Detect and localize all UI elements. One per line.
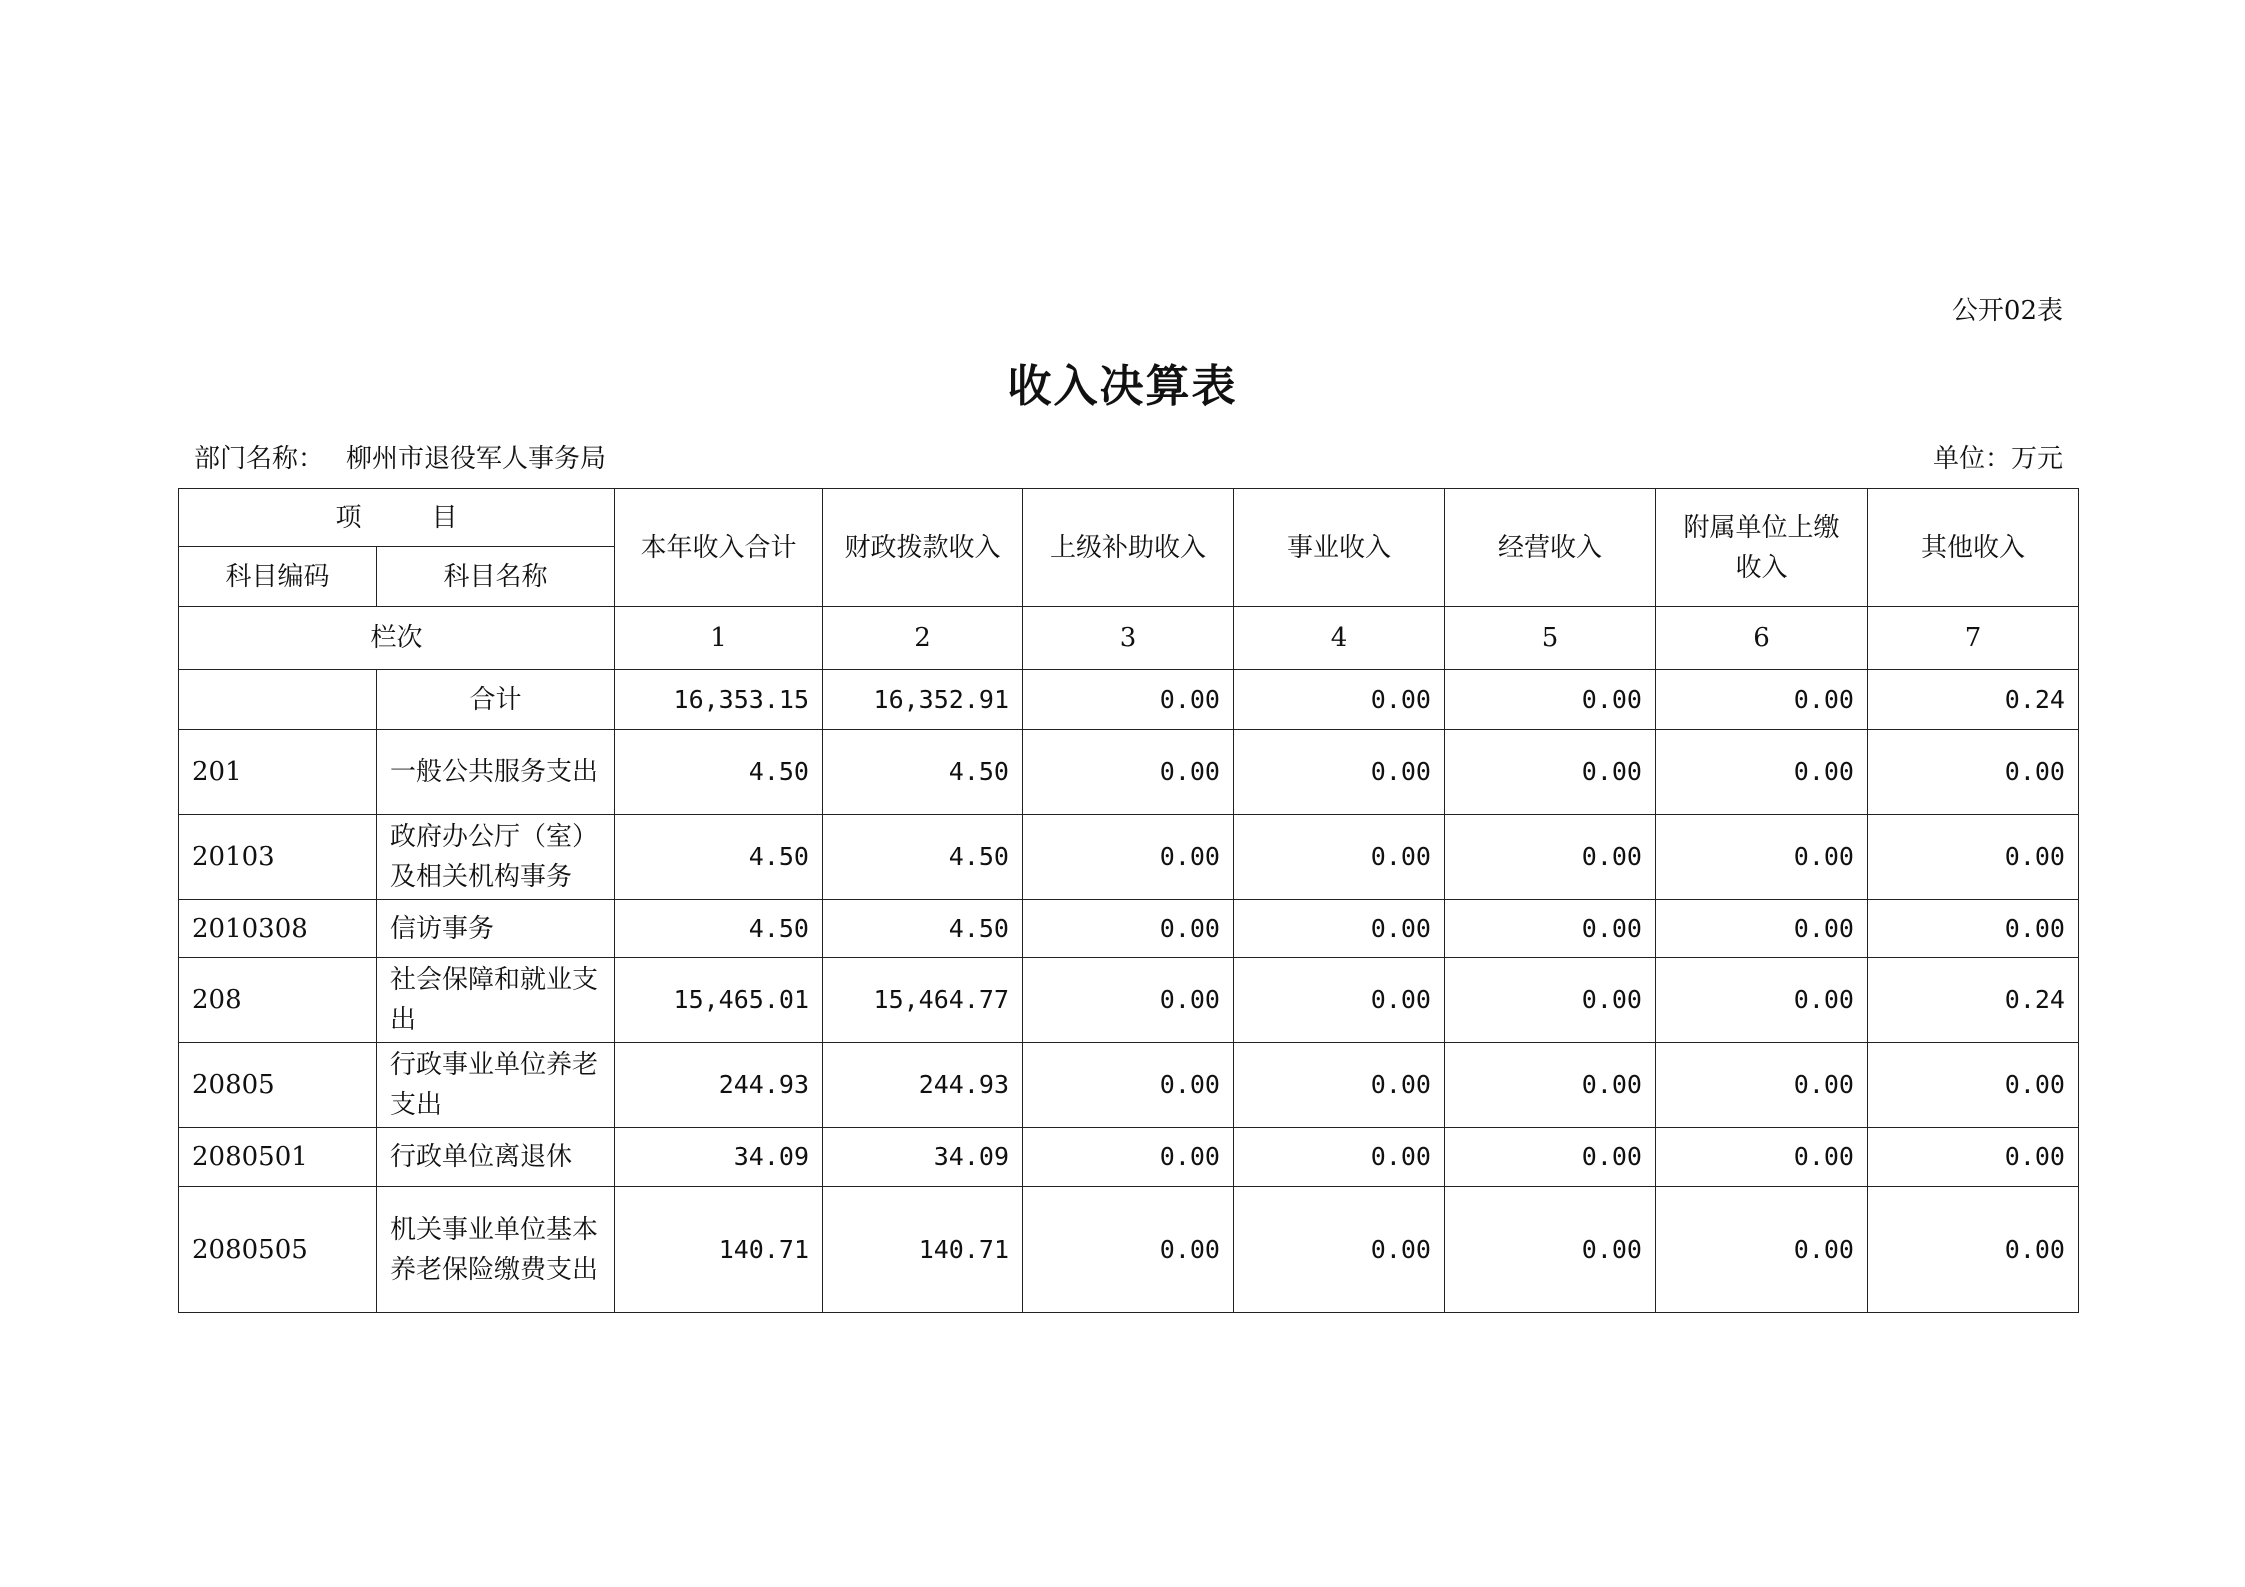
row-code (179, 670, 377, 730)
row-value: 0.00 (1234, 1043, 1445, 1128)
row-name: 社会保障和就业支出 (377, 958, 615, 1043)
row-code: 20805 (179, 1043, 377, 1128)
department-name: 柳州市退役军人事务局 (346, 444, 607, 474)
page-title: 收入决算表 (1007, 361, 1238, 412)
row-name: 行政事业单位养老支出 (377, 1043, 615, 1128)
row-name: 合计 (377, 670, 615, 730)
row-value: 4.50 (615, 730, 823, 815)
row-value: 0.00 (1445, 958, 1656, 1043)
item-header-left: 项 (335, 502, 362, 533)
row-value: 140.71 (615, 1187, 823, 1313)
column-number-label: 栏次 (179, 607, 615, 670)
row-value: 15,464.77 (823, 958, 1023, 1043)
row-code: 20103 (179, 815, 377, 900)
table-row (179, 1043, 2079, 1128)
row-value: 140.71 (823, 1187, 1023, 1313)
row-value: 0.00 (1023, 670, 1234, 730)
row-name: 政府办公厅（室）及相关机构事务 (377, 815, 615, 900)
column-number: 3 (1023, 607, 1234, 670)
row-value: 0.00 (1656, 1043, 1868, 1128)
unit-label: 单位：万元 (1932, 444, 2063, 474)
row-value: 0.00 (1234, 815, 1445, 900)
row-value: 0.00 (1234, 670, 1445, 730)
row-value: 0.00 (1234, 1128, 1445, 1187)
table-row (179, 815, 2079, 900)
col-header-7: 其他收入 (1868, 489, 2079, 607)
row-value: 0.00 (1023, 1187, 1234, 1313)
row-value: 0.00 (1234, 730, 1445, 815)
row-code: 201 (179, 730, 377, 815)
row-name: 一般公共服务支出 (377, 730, 615, 815)
column-number-row (179, 607, 2079, 670)
row-value: 0.00 (1656, 670, 1868, 730)
row-value: 15,465.01 (615, 958, 823, 1043)
table-row (179, 730, 2079, 815)
col-header-5: 经营收入 (1445, 489, 1656, 607)
column-number: 6 (1656, 607, 1868, 670)
form-number: 公开02表 (1951, 296, 2063, 326)
row-code: 208 (179, 958, 377, 1043)
header-row-1 (179, 489, 2079, 547)
row-value: 0.00 (1656, 815, 1868, 900)
row-value: 0.00 (1234, 958, 1445, 1043)
row-value: 0.00 (1656, 900, 1868, 958)
row-value: 0.00 (1023, 900, 1234, 958)
row-value: 0.00 (1234, 1187, 1445, 1313)
row-value: 0.00 (1868, 815, 2079, 900)
row-code: 2080501 (179, 1128, 377, 1187)
row-value: 0.00 (1868, 1128, 2079, 1187)
code-header: 科目编码 (179, 547, 377, 607)
income-report-table (178, 488, 2079, 1313)
department-label: 部门名称： (194, 444, 325, 474)
row-code: 2010308 (179, 900, 377, 958)
row-value: 0.00 (1023, 730, 1234, 815)
row-value: 0.00 (1656, 730, 1868, 815)
row-value: 0.00 (1023, 1043, 1234, 1128)
row-value: 0.00 (1023, 815, 1234, 900)
row-value: 16,352.91 (823, 670, 1023, 730)
column-number: 7 (1868, 607, 2079, 670)
row-value: 0.00 (1445, 900, 1656, 958)
department-line (194, 438, 606, 475)
row-value: 34.09 (823, 1128, 1023, 1187)
row-value: 4.50 (823, 900, 1023, 958)
item-header (179, 489, 615, 547)
row-value: 0.00 (1656, 958, 1868, 1043)
row-value: 0.00 (1445, 670, 1656, 730)
column-number: 2 (823, 607, 1023, 670)
row-value: 0.00 (1445, 1043, 1656, 1128)
item-header-right: 目 (431, 502, 458, 533)
row-value: 0.00 (1868, 900, 2079, 958)
row-value: 0.00 (1445, 815, 1656, 900)
col-header-2: 财政拨款收入 (823, 489, 1023, 607)
column-number: 5 (1445, 607, 1656, 670)
table-row (179, 958, 2079, 1043)
row-name: 行政单位离退休 (377, 1128, 615, 1187)
row-value: 0.00 (1445, 1128, 1656, 1187)
row-value: 0.00 (1656, 1128, 1868, 1187)
row-value: 0.00 (1023, 958, 1234, 1043)
row-value: 0.00 (1023, 1128, 1234, 1187)
row-value: 0.00 (1868, 730, 2079, 815)
row-value: 244.93 (823, 1043, 1023, 1128)
row-value: 244.93 (615, 1043, 823, 1128)
name-header: 科目名称 (377, 547, 615, 607)
column-number: 1 (615, 607, 823, 670)
row-value: 0.00 (1445, 1187, 1656, 1313)
row-value: 0.24 (1868, 670, 2079, 730)
table-row (179, 1187, 2079, 1313)
row-value: 4.50 (823, 815, 1023, 900)
row-name: 机关事业单位基本养老保险缴费支出 (377, 1187, 615, 1313)
row-value: 0.00 (1234, 900, 1445, 958)
row-value: 4.50 (823, 730, 1023, 815)
col-header-3: 上级补助收入 (1023, 489, 1234, 607)
table-row (179, 900, 2079, 958)
col-header-1: 本年收入合计 (615, 489, 823, 607)
row-value: 16,353.15 (615, 670, 823, 730)
row-value: 0.00 (1868, 1043, 2079, 1128)
col-header-6: 附属单位上缴收入 (1656, 489, 1868, 607)
row-value: 34.09 (615, 1128, 823, 1187)
row-value: 0.24 (1868, 958, 2079, 1043)
table-row-total (179, 670, 2079, 730)
row-value: 0.00 (1656, 1187, 1868, 1313)
row-value: 4.50 (615, 900, 823, 958)
row-value: 0.00 (1445, 730, 1656, 815)
row-value: 4.50 (615, 815, 823, 900)
table-row (179, 1128, 2079, 1187)
row-name: 信访事务 (377, 900, 615, 958)
col-header-4: 事业收入 (1234, 489, 1445, 607)
row-value: 0.00 (1868, 1187, 2079, 1313)
row-code: 2080505 (179, 1187, 377, 1313)
column-number: 4 (1234, 607, 1445, 670)
